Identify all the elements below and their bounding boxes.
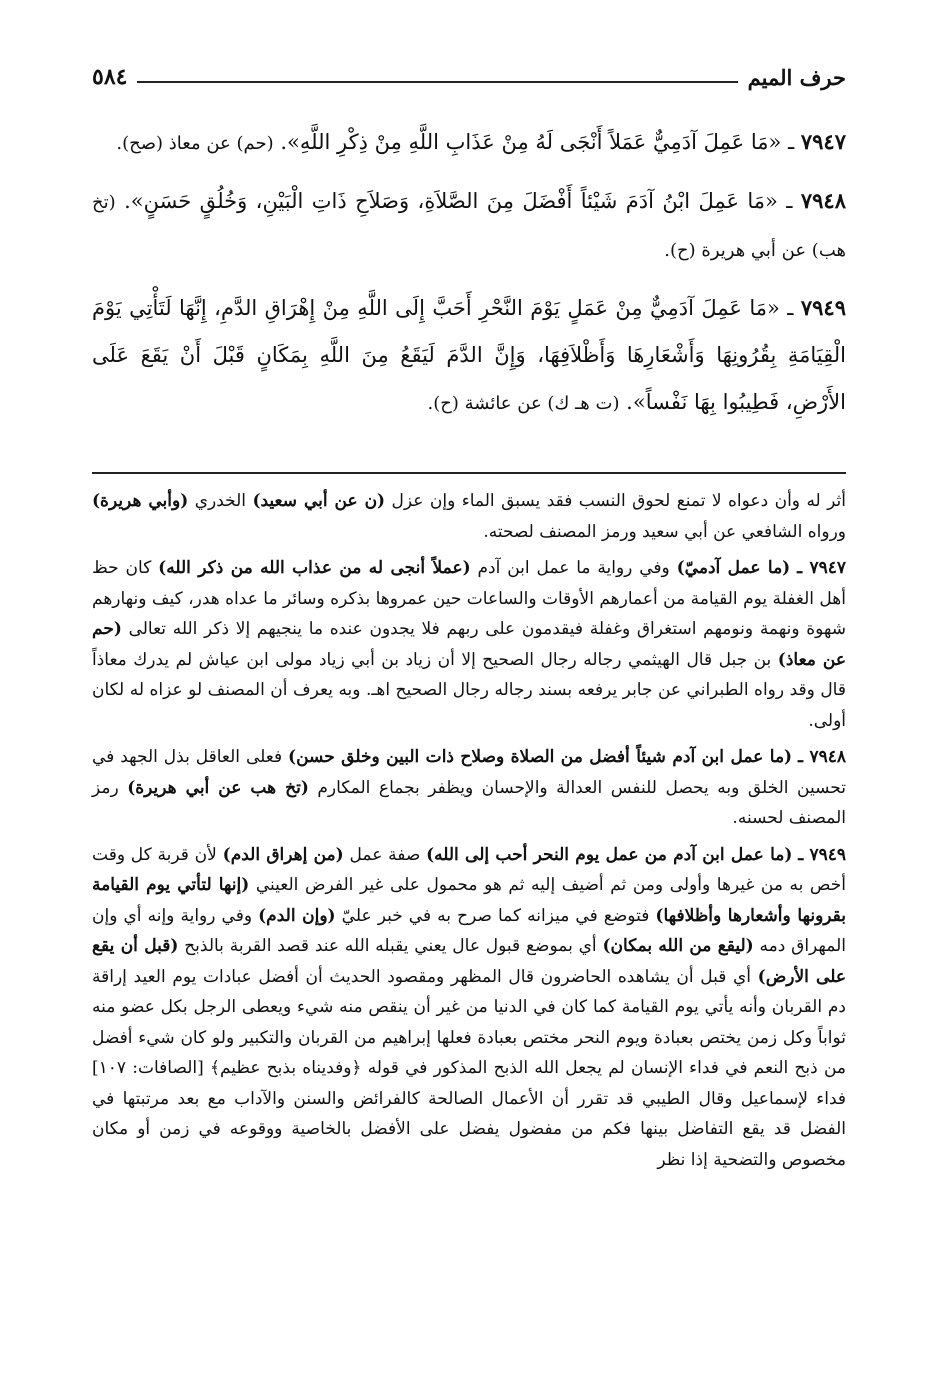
hadith-number: ٧٩٤٨	[800, 188, 846, 213]
hadith-text: «مَا عَمِلَ آدَمِيٌّ مِنْ عَمَلٍ يَوْمَ النَّحْرِ أَحَبَّ إِلَى اللَّهِ مِنْ إِهْرَاقِ الدَّمِ، إِنَّهَا لَتَأْتِي يَوْمَ الْقِيَامَةِ بِقُرُونِهَا وَأَشْعَارِهَا وَأَظْلاَفِهَا، وَإِنَّ الدَّمَ لَيَقَعُ مِنَ اللَّهِ بِمَكَانٍ قَبْلَ أَنْ يَقَعَ عَلَى الأَرْضِ، فَطِيبُوا بِهَا نَفْساً».	[92, 296, 846, 414]
commentary-carry-over: أثر له وأن دعواه لا تمنع لحوق النسب فقد يسبق الماء وإن عزل (ن عن أبي سعيد) الخدري (وأبي هريرة) ورواه الشافعي عن أبي سعيد ورمز المصنف لصحته.	[92, 491, 847, 542]
commentary-section	[92, 486, 846, 1181]
hadith-main-text	[92, 118, 846, 437]
hadith-text: «مَا عَمِلَ آدَمِيٌّ عَمَلاً أَنْجَى لَهُ مِنْ عَذَابِ اللَّهِ مِنْ ذِكْرِ اللَّهِ».	[280, 130, 782, 154]
hadith-entry-7947: ٧٩٤٧ ـ «مَا عَمِلَ آدَمِيٌّ عَمَلاً أَنْجَى لَهُ مِنْ عَذَابِ اللَّهِ مِنْ ذِكْرِ اللَّهِ». (حم) عن معاذ (صح).	[116, 129, 846, 154]
hadith-source: (حم) عن معاذ (صح).	[116, 133, 274, 154]
commentary-7947: ٧٩٤٧ ـ (ما عمل آدميّ) وفي رواية ما عمل ابن آدم (عملاً أنجى له من عذاب الله من ذكر الله) كان حظ أهل الغفلة يوم القيامة من أعمارهم الأوقات والساعات حين عمروها بذكره وسائر ما عداه هدر، كيف ونهارهم شهوة ونهمة ونومهم استغراق وغفلة فيقدمون على ربهم فلا يجدون عنده ما ينجيهم إلا ذكر الله تعالى (حم عن معاذ) بن جبل قال الهيثمي رجاله رجال الصحيح إلا أن زياد بن أبي زياد مولى ابن عياش لم يدرك معاذاً قال وقد رواه الطبراني عن جابر يرفعه بسند رجاله رجال الصحيح اهـ. وبه يعرف أن المصنف لو عزاه له لكان أولى.	[92, 558, 847, 731]
footnote-divider	[92, 472, 846, 474]
commentary-number: ٧٩٤٩ ـ	[798, 844, 846, 865]
commentary-number: ٧٩٤٨ ـ	[798, 747, 846, 767]
hadith-text: «مَا عَمِلَ ابْنُ آدَمَ شَيْئاً أَفْضَلَ مِنَ الصَّلاَةِ، وَصَلاَحِ ذَاتِ الْبَيْنِ، وَخُلُقٍ حَسَنٍ».	[124, 189, 778, 213]
commentary-7948: ٧٩٤٨ ـ (ما عمل ابن آدم شيئاً أفضل من الصلاة وصلاح ذات البين وخلق حسن) فعلى العاقل بذل الجهد في تحسين الخلق وبه يحصل للنفس العدالة والإحسان ويظفر بجماع المكارم (تخ هب عن أبي هريرة) رمز المصنف لحسنه.	[92, 747, 846, 828]
header-rule	[137, 81, 737, 83]
hadith-entry-7949: ٧٩٤٩ ـ «مَا عَمِلَ آدَمِيٌّ مِنْ عَمَلٍ يَوْمَ النَّحْرِ أَحَبَّ إِلَى اللَّهِ مِنْ إِهْرَاقِ الدَّمِ، إِنَّهَا لَتَأْتِي يَوْمَ الْقِيَامَةِ بِقُرُونِهَا وَأَشْعَارِهَا وَأَظْلاَفِهَا، وَإِنَّ الدَّمَ لَيَقَعُ مِنَ اللَّهِ بِمَكَانٍ قَبْلَ أَنْ يَقَعَ عَلَى الأَرْضِ، فَطِيبُوا بِهَا نَفْساً». (ت هـ ك) عن عائشة (ح).	[92, 295, 846, 414]
hadith-source: (تخ هب) عن أبي هريرة (ح).	[92, 192, 846, 261]
hadith-number: ٧٩٤٧	[800, 129, 846, 154]
hadith-entry-7948: ٧٩٤٨ ـ «مَا عَمِلَ ابْنُ آدَمَ شَيْئاً أَفْضَلَ مِنَ الصَّلاَةِ، وَصَلاَحِ ذَاتِ الْبَيْنِ، وَخُلُقٍ حَسَنٍ». (تخ هب) عن أبي هريرة (ح).	[92, 188, 846, 261]
hadith-source: (ت هـ ك) عن عائشة (ح).	[427, 393, 620, 414]
chapter-title: حرف الميم	[747, 65, 846, 90]
commentary-number: ٧٩٤٧ ـ	[797, 558, 847, 578]
page-number: ٥٨٤	[92, 64, 128, 90]
commentary-7949: ٧٩٤٩ ـ (ما عمل ابن آدم من عمل يوم النحر أحب إلى الله) صفة عمل (من إهراق الدم) لأن قربة كل وقت أخص به من غيرها وأولى ومن ثم أضيف إليه ثم هو محمول على غير الفرض العيني (إنها لتأتي يوم القيامة بقرونها وأشعارها وأظلافها) فتوضع في ميزانه كما صرح به في خبر عليّ (وإن الدم) وفي رواية وإنه أي وإن المهراق دمه (ليقع من الله بمكان) أي بموضع قبول عال يعني يقبله الله عند قصد القربة بالذبح (قبل أن يقع على الأرض) أي قبل أن يشاهده الحاضرون قال المظهر ومقصود الحديث أن أفضل عبادات يوم العيد إراقة دم القربان وأنه يأتي يوم القيامة كما كان في الدنيا من غير أن ينقص منه شيء ويعطى الرجل بكل عضو منه ثواباً وكل زمن يختص بعبادة ويوم النحر مختص بعبادة فعلها إبراهيم من القربان والتكبير ولو كان شيء أفضل من ذبح النعم في فداء الإنسان لم يجعل الله الذبح المذكور في قوله ﴿وفديناه بذبح عظيم﴾ [الصافات: ١٠٧] فداء لإسماعيل وقال الطيبي قد تقرر أن الأعمال الصالحة كالفرائض والسنن والآداب مع بعد مرتبتها في الفضل قد يقع التفاضل بينها فكم من مفضول يفضل على الأفضل بالخاصية ووقوعه في زمن أو مكان مخصوص والتضحية إذا نظر	[92, 844, 846, 1170]
running-head	[92, 56, 846, 90]
hadith-number: ٧٩٤٩	[800, 295, 846, 320]
